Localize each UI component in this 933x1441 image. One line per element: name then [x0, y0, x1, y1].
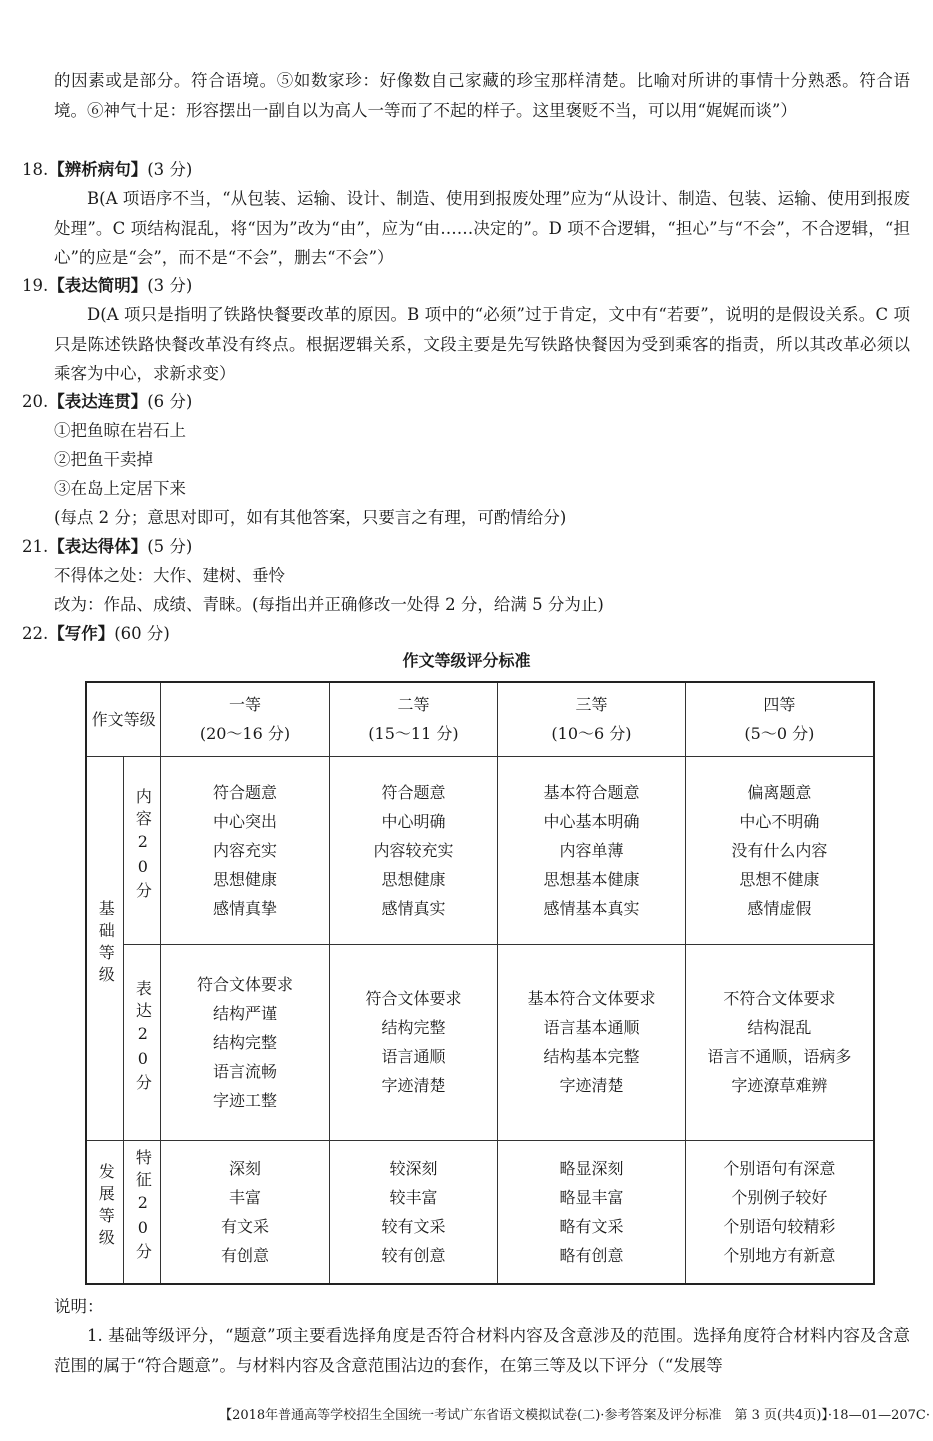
table-row-expression: [86, 944, 874, 1140]
q20-tag: 【表达连贯】: [48, 392, 148, 411]
criterion: 感情虚假: [747, 898, 812, 918]
grade-header-1: [161, 682, 329, 756]
criterion: 较有文采: [381, 1216, 446, 1236]
section-label-development: 发展等级: [86, 1140, 124, 1284]
notes-heading: 说明：: [54, 1297, 104, 1316]
criterion: 字迹工整: [212, 1090, 277, 1110]
table-title: 作文等级评分标准: [402, 651, 531, 670]
criterion: 语言流畅: [212, 1061, 277, 1081]
criterion: 中心基本明确: [543, 811, 640, 831]
criterion: 内容较充实: [373, 840, 454, 860]
q20-score: (6 分): [147, 392, 193, 411]
criterion: 中心不明确: [739, 811, 820, 831]
criterion: 思想不健康: [739, 869, 820, 889]
q18-heading: [22, 155, 192, 185]
grade-range: (15～11 分): [368, 724, 459, 744]
grade-range: (10～6 分): [551, 724, 632, 744]
features-grade-3: [498, 1140, 686, 1284]
criterion: 丰富: [228, 1187, 261, 1207]
table-header-row: [86, 682, 874, 756]
grade-range: (5～0 分): [744, 724, 815, 744]
q22-number: 22.: [22, 624, 49, 643]
page-footer: 【2018年普通高等学校招生全国统一考试广东省语文模拟试卷(二)·参考答案及评分标准 第 3 页(共4页)】·18—01—207C·: [219, 1408, 930, 1423]
content-grade-2: [329, 756, 497, 944]
q21-number: 21.: [22, 537, 49, 556]
table-row-content: [86, 756, 874, 944]
q19-body: D(A 项只是指明了铁路快餐要改革的原因。B 项中的“必须”过于肯定，文中有“若要”，说明的是假设关系。C 项只是陈述铁路快餐改革没有终点。根据逻辑关系，文段主要是先写铁路快餐因为受到乘客的指责，所以其改革必须以乘客为中心，求新求变）: [54, 305, 910, 383]
expression-grade-4: [685, 944, 874, 1140]
content-grade-3: [498, 756, 686, 944]
criterion: 感情真实: [381, 898, 446, 918]
criterion: 结构严谨: [212, 1003, 277, 1023]
grade-header-2: [329, 682, 497, 756]
grade-header-4: [685, 682, 874, 756]
criterion: 字迹潦草难辨: [731, 1076, 828, 1095]
q19-score: (3 分): [147, 276, 193, 295]
criterion: 较丰富: [389, 1187, 438, 1207]
criterion: 语言通顺: [381, 1047, 446, 1066]
criterion: 中心明确: [381, 811, 446, 831]
features-grade-4: [685, 1140, 874, 1284]
grade-name: 一等: [228, 695, 261, 715]
criterion: 思想基本健康: [543, 869, 640, 889]
criterion: 个别例子较好: [731, 1187, 828, 1207]
criterion: 语言不通顺，语病多: [707, 1047, 852, 1066]
grade-name: 四等: [763, 695, 796, 715]
criterion: 个别地方有新意: [723, 1245, 836, 1265]
criterion: 结构完整: [212, 1032, 277, 1052]
row-label-expression: 表达20分: [124, 944, 161, 1140]
grade-header-3: [498, 682, 686, 756]
criterion: 字迹清楚: [559, 1076, 624, 1095]
expression-grade-3: [498, 944, 686, 1140]
section-label-basic: 基础等级: [86, 756, 124, 1140]
criterion: 结构完整: [381, 1018, 446, 1037]
criterion: 略有创意: [559, 1245, 624, 1265]
intro-paragraph: 的因素或是部分。符合语境。⑤如数家珍：好像数自己家藏的珍宝那样清楚。比喻对所讲的事情十分熟悉。符合语境。⑥神气十足：形容摆出一副自以为高人一等而了不起的样子。这里褒贬不当，可以用“娓娓而谈”）: [54, 71, 910, 120]
criterion: 较深刻: [389, 1158, 438, 1178]
criterion: 内容充实: [212, 840, 277, 860]
criterion: 较有创意: [381, 1245, 446, 1265]
q22-heading: [22, 619, 170, 649]
content-grade-1: [161, 756, 329, 944]
criterion: 深刻: [228, 1158, 261, 1178]
features-grade-1: [161, 1140, 329, 1284]
criterion: 思想健康: [212, 869, 277, 889]
criterion: 不符合文体要求: [723, 989, 836, 1008]
q22-score: (60 分): [114, 624, 170, 643]
q19-heading: [22, 271, 192, 301]
criterion: 字迹清楚: [381, 1076, 446, 1095]
criterion: 个别语句有深意: [723, 1158, 836, 1178]
q20-number: 20.: [22, 392, 49, 411]
criterion: 符合文体要求: [365, 989, 462, 1008]
criterion: 内容单薄: [559, 840, 624, 860]
criterion: 感情基本真实: [543, 898, 640, 918]
criterion: 有文采: [220, 1216, 269, 1236]
q21-score: (5 分): [147, 537, 193, 556]
criterion: 偏离题意: [747, 782, 812, 802]
q20-heading: [22, 387, 192, 417]
criterion: 略有文采: [559, 1216, 624, 1236]
row-label-features: 特征20分: [124, 1140, 161, 1284]
criterion: 基本符合题意: [543, 782, 640, 802]
q21-line-1: 不得体之处：大作、建树、垂怜: [54, 566, 285, 585]
table-corner-cell: 作文等级: [86, 682, 161, 756]
table-row-features: [86, 1140, 874, 1284]
q21-line-2: 改为：作品、成绩、青睐。(每指出并正确修改一处得 2 分，给满 5 分为止): [54, 595, 604, 614]
q20-scoring-note: (每点 2 分；意思对即可，如有其他答案，只要言之有理，可酌情给分): [54, 508, 567, 527]
q22-tag: 【写作】: [48, 624, 115, 643]
q18-number: 18.: [22, 160, 49, 179]
q20-answer-3: ③在岛上定居下来: [54, 479, 186, 498]
features-grade-2: [329, 1140, 497, 1284]
grade-range: (20～16 分): [199, 724, 291, 744]
grade-name: 二等: [397, 695, 430, 715]
criterion: 个别语句较精彩: [723, 1216, 836, 1236]
criterion: 符合文体要求: [196, 974, 293, 994]
criterion: 感情真挚: [212, 898, 277, 918]
criterion: 符合题意: [212, 782, 277, 802]
q18-tag: 【辨析病句】: [48, 160, 148, 179]
criterion: 语言基本通顺: [543, 1018, 640, 1037]
criterion: 符合题意: [381, 782, 446, 802]
criterion: 中心突出: [212, 811, 277, 831]
grade-name: 三等: [575, 695, 608, 715]
q19-number: 19.: [22, 276, 49, 295]
q20-answer-1: ①把鱼晾在岩石上: [54, 421, 186, 440]
criterion: 有创意: [220, 1245, 269, 1265]
row-label-content: 内容20分: [124, 756, 161, 944]
content-grade-4: [685, 756, 874, 944]
criterion: 基本符合文体要求: [527, 989, 656, 1008]
criterion: 思想健康: [381, 869, 446, 889]
expression-grade-1: [161, 944, 329, 1140]
q18-score: (3 分): [147, 160, 193, 179]
criterion: 略显深刻: [559, 1158, 624, 1178]
criterion: 结构基本完整: [543, 1047, 640, 1066]
criterion: 没有什么内容: [731, 840, 828, 860]
q19-tag: 【表达简明】: [48, 276, 148, 295]
criterion: 略显丰富: [559, 1187, 624, 1207]
q21-heading: [22, 532, 192, 562]
q18-body: B(A 项语序不当，“从包装、运输、设计、制造、使用到报废处理”应为“从设计、制造、包装、运输、使用到报废处理”。C 项结构混乱，将“因为”改为“由”，应为“由……决定的”。D 项不合逻辑，“担心”与“不会”，不合逻辑，“担心”的应是“会”，而不是“不会”，删去“不会”）: [54, 189, 910, 267]
criterion: 结构混乱: [747, 1018, 812, 1037]
q20-answer-2: ②把鱼干卖掉: [54, 450, 153, 469]
notes-item-1: 1. 基础等级评分，“题意”项主要看选择角度是否符合材料内容及含意涉及的范围。选择角度符合材料内容及含意范围的属于“符合题意”。与材料内容及含意范围沾边的套作，在第三等及以下评分（“发展等: [54, 1326, 910, 1375]
expression-grade-2: [329, 944, 497, 1140]
q21-tag: 【表达得体】: [48, 537, 148, 556]
grading-table: [85, 681, 875, 1285]
